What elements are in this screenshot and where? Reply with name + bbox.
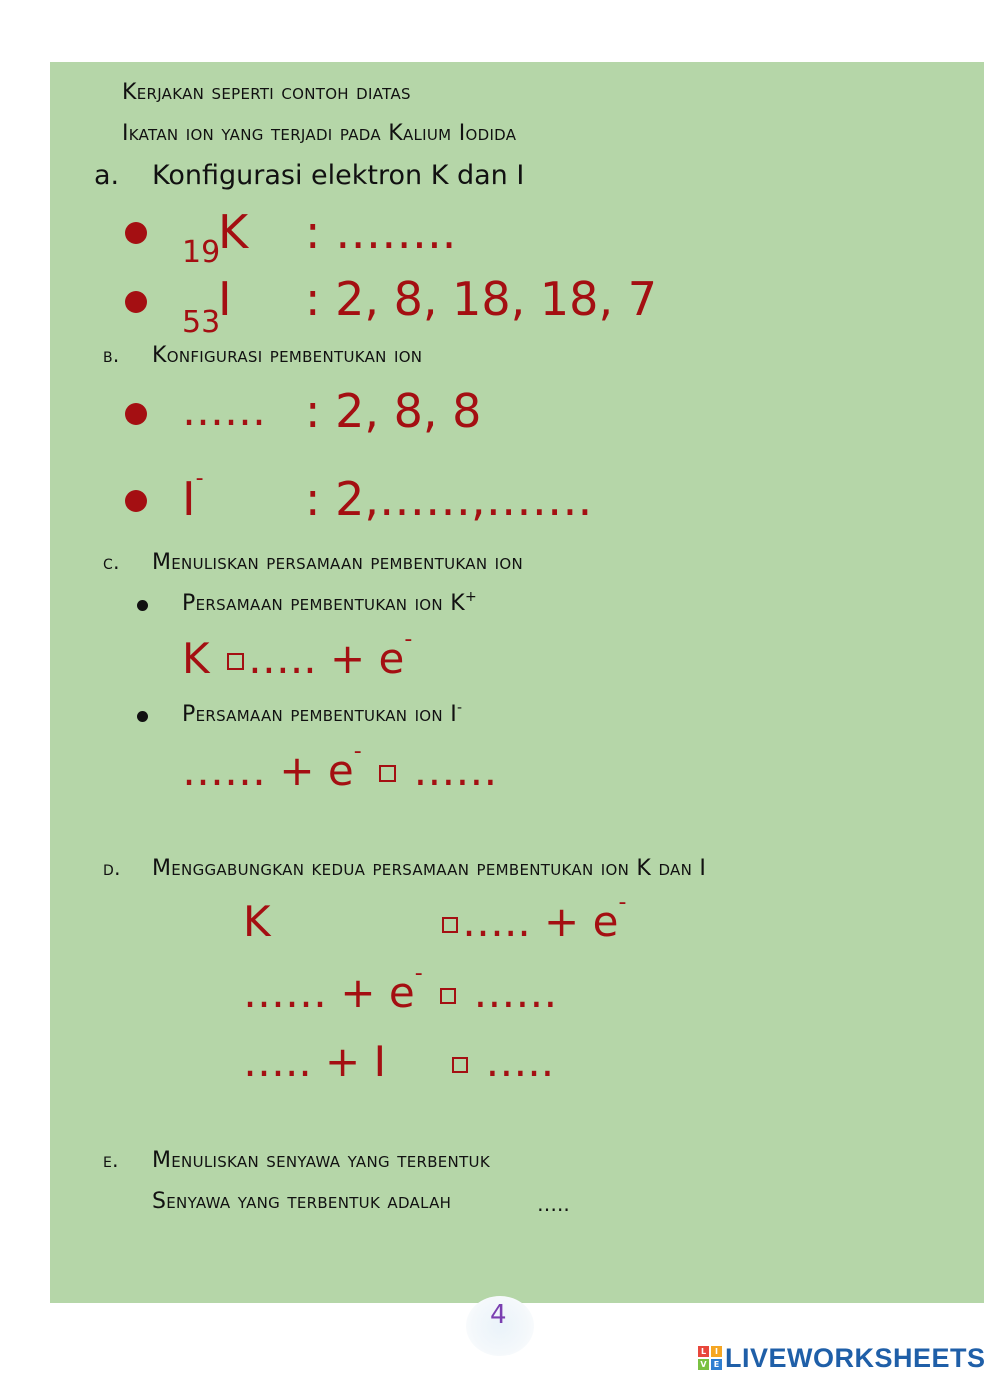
logo-text: LIVEWORKSHEETS xyxy=(725,1342,986,1373)
section-e-title: Menuliskan senyawa yang terbentuk xyxy=(152,1148,490,1173)
k-atomic-number: 19 xyxy=(182,235,221,270)
section-b-title: Konfigurasi pembentukan ion xyxy=(152,343,423,368)
k-ion-equation[interactable]: K ….. + e- xyxy=(182,627,413,683)
arrow-placeholder-icon xyxy=(379,765,396,782)
combined-line-1-right[interactable]: ….. + e- xyxy=(438,897,626,946)
i-atomic-number: 53 xyxy=(182,305,221,340)
section-a-title: Konfigurasi elektron K dan I xyxy=(152,160,525,191)
instruction-text: Kerjakan seperti contoh diatas xyxy=(122,80,411,105)
section-c-marker: c. xyxy=(103,550,120,574)
bullet-dot xyxy=(125,490,147,512)
section-c-title: Menuliskan persamaan pembentukan ion xyxy=(152,550,524,575)
bullet-i-ion-equation: Persamaan pembentukan ion I- xyxy=(182,700,463,727)
k-configuration-blank[interactable]: : …….. xyxy=(305,205,457,259)
page-number: 4 xyxy=(490,1300,507,1330)
bullet-dot xyxy=(125,291,147,313)
section-d-title: Menggabungkan kedua persamaan pembentukan ion K dan I xyxy=(152,856,707,881)
section-a-marker: a. xyxy=(94,160,120,191)
arrow-placeholder-icon xyxy=(452,1057,468,1073)
combined-line-3-right[interactable]: ….. xyxy=(448,1037,554,1086)
subtitle-text: Ikatan ion yang terjadi pada Kalium Iodida xyxy=(122,121,517,146)
arrow-placeholder-icon xyxy=(440,988,456,1004)
i-symbol: I xyxy=(218,272,232,326)
section-b-marker: b. xyxy=(103,343,120,367)
ion-k-blank[interactable]: …… xyxy=(182,386,266,435)
bullet-k-ion-equation: Persamaan pembentukan ion K+ xyxy=(182,589,477,616)
bullet-dot xyxy=(137,600,148,611)
i-ion-equation[interactable]: …… + e- …… xyxy=(182,739,498,795)
compound-answer-blank[interactable]: ….. xyxy=(537,1192,570,1216)
compound-answer-label: Senyawa yang terbentuk adalah xyxy=(152,1189,452,1214)
bullet-dot xyxy=(125,222,147,244)
logo-blocks-icon: L I V E xyxy=(698,1346,722,1370)
liveworksheets-logo[interactable] xyxy=(698,1342,986,1374)
arrow-placeholder-icon xyxy=(227,653,244,670)
ion-i-configuration-blank[interactable]: : 2,……,……. xyxy=(305,472,593,526)
arrow-placeholder-icon xyxy=(442,917,458,933)
k-symbol: K xyxy=(218,205,249,259)
i-configuration: : 2, 8, 18, 18, 7 xyxy=(305,272,657,326)
section-e-marker: e. xyxy=(103,1148,119,1172)
combined-line-3-left[interactable]: ….. + I xyxy=(243,1037,386,1086)
section-d-marker: d. xyxy=(103,856,121,880)
bullet-dot xyxy=(125,403,147,425)
bullet-dot xyxy=(137,711,148,722)
ion-k-configuration: : 2, 8, 8 xyxy=(305,384,482,438)
combined-line-2[interactable]: …… + e- …… xyxy=(243,961,558,1017)
combined-k-symbol: K xyxy=(243,897,271,946)
ion-i-symbol: I- xyxy=(182,465,204,526)
